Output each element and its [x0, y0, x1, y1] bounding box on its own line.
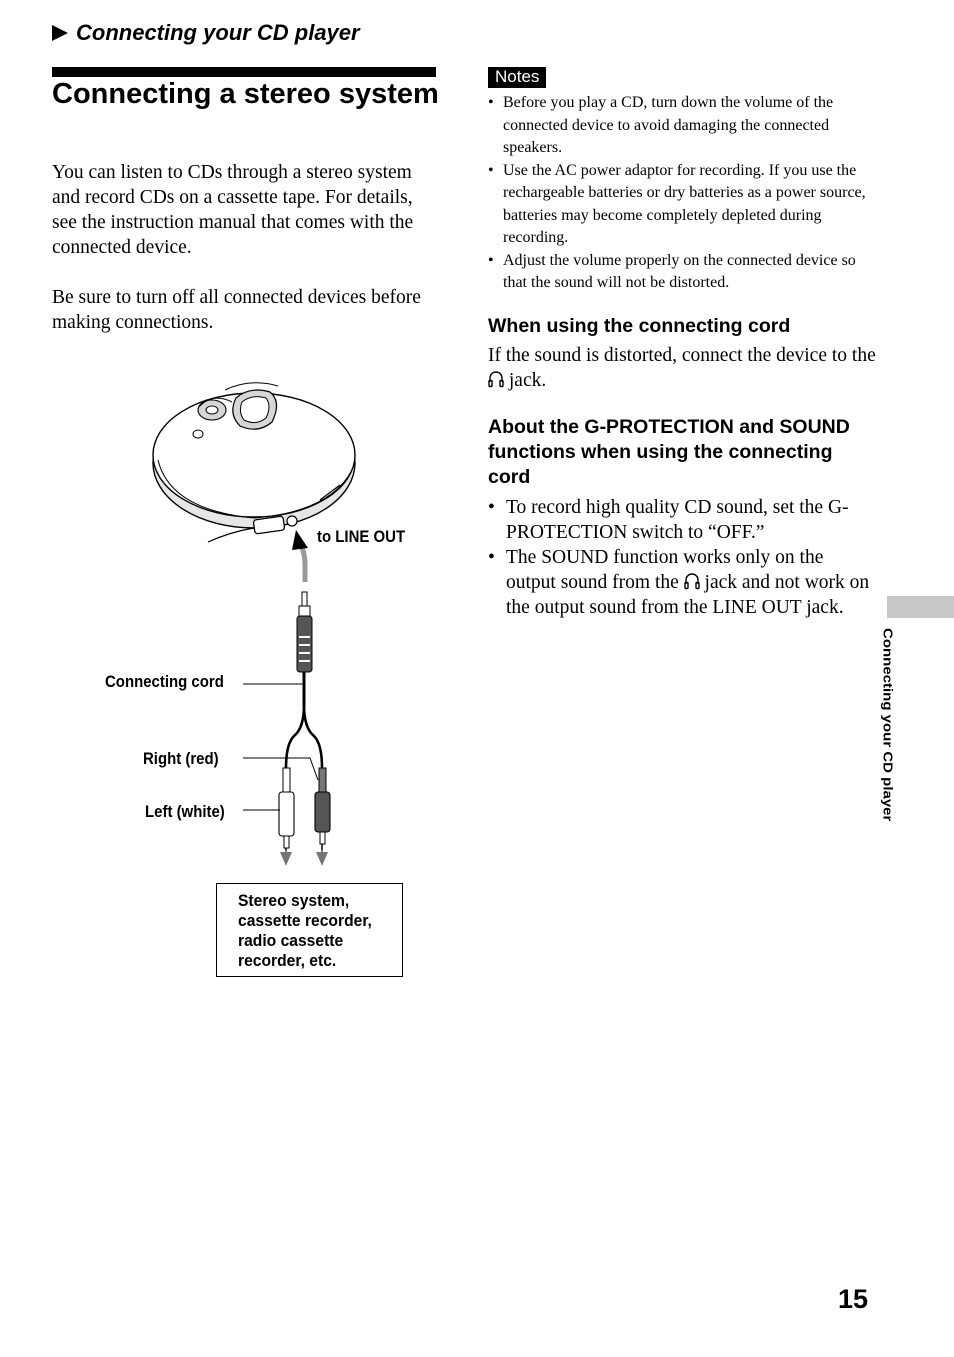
title-rule	[52, 67, 436, 77]
destination-text	[238, 891, 372, 971]
cord-section-heading: When using the connecting cord	[488, 315, 791, 337]
label-to-line-out: to LINE OUT	[317, 527, 406, 546]
destination-line: recorder, etc.	[238, 951, 337, 970]
page-title: Connecting a stereo system	[52, 78, 439, 110]
rca-plug-right	[315, 768, 330, 855]
page-number: 15	[838, 1284, 869, 1314]
arrow-down-right	[316, 850, 328, 866]
side-tab-marker	[887, 596, 954, 618]
mini-plug	[297, 592, 312, 705]
cord-section-text	[488, 343, 878, 393]
note-item: • Adjust the volume properly on the connected device so that the sound will not be distorted.	[488, 250, 878, 295]
label-left-white: Left (white)	[145, 802, 225, 821]
gprotection-item-2-after: jack and not work on the output sound from the LINE OUT jack.	[506, 572, 870, 618]
destination-line: cassette recorder,	[238, 911, 372, 930]
gprotection-item-2	[488, 545, 878, 620]
gprotection-section-heading: About the G-PROTECTION and SOUND functions when using the connecting cord	[488, 416, 850, 488]
headphone-icon	[488, 370, 504, 388]
headphone-icon	[684, 572, 700, 590]
label-connecting-cord: Connecting cord	[105, 672, 224, 691]
arrow-down-left	[280, 850, 292, 866]
notes-badge: Notes	[488, 67, 546, 88]
triangle-right-icon	[52, 25, 68, 41]
intro-paragraph-2: Be sure to turn off all connected devices before making connections.	[52, 287, 421, 333]
side-tab-label: Connecting your CD player	[880, 628, 895, 822]
destination-line: radio cassette	[238, 931, 344, 950]
section-header	[52, 20, 360, 46]
arrow-to-line-out	[292, 530, 308, 582]
note-item: • Before you play a CD, turn down the volume of the connected device to avoid damaging the connected speakers.	[488, 92, 878, 160]
cord-text-before: If the sound is distorted, connect the device to the	[488, 345, 876, 366]
cd-player-illustration	[153, 383, 355, 542]
notes-list	[488, 92, 878, 295]
leader-line-right	[243, 758, 318, 780]
cord-split	[286, 705, 322, 768]
gprotection-list	[488, 495, 878, 620]
gprotection-item-2-before: The SOUND function works only on the output sound from the	[506, 547, 824, 593]
gprotection-item-1: • To record high quality CD sound, set the G-PROTECTION switch to “OFF.”	[488, 495, 878, 545]
rca-plug-left	[279, 768, 294, 855]
destination-line: Stereo system,	[238, 891, 350, 910]
note-item: • Use the AC power adaptor for recording. If you use the rechargeable batteries or dry batteries as a power source, batteries may become completely depleted during recording.	[488, 160, 878, 250]
section-title: Connecting your CD player	[76, 20, 360, 45]
intro-paragraph-1: You can listen to CDs through a stereo system and record CDs on a cassette tape. For details, see the instruction manual that comes with the connected device.	[52, 162, 414, 258]
label-right-red: Right (red)	[143, 749, 219, 768]
cord-text-after: jack.	[508, 370, 547, 391]
